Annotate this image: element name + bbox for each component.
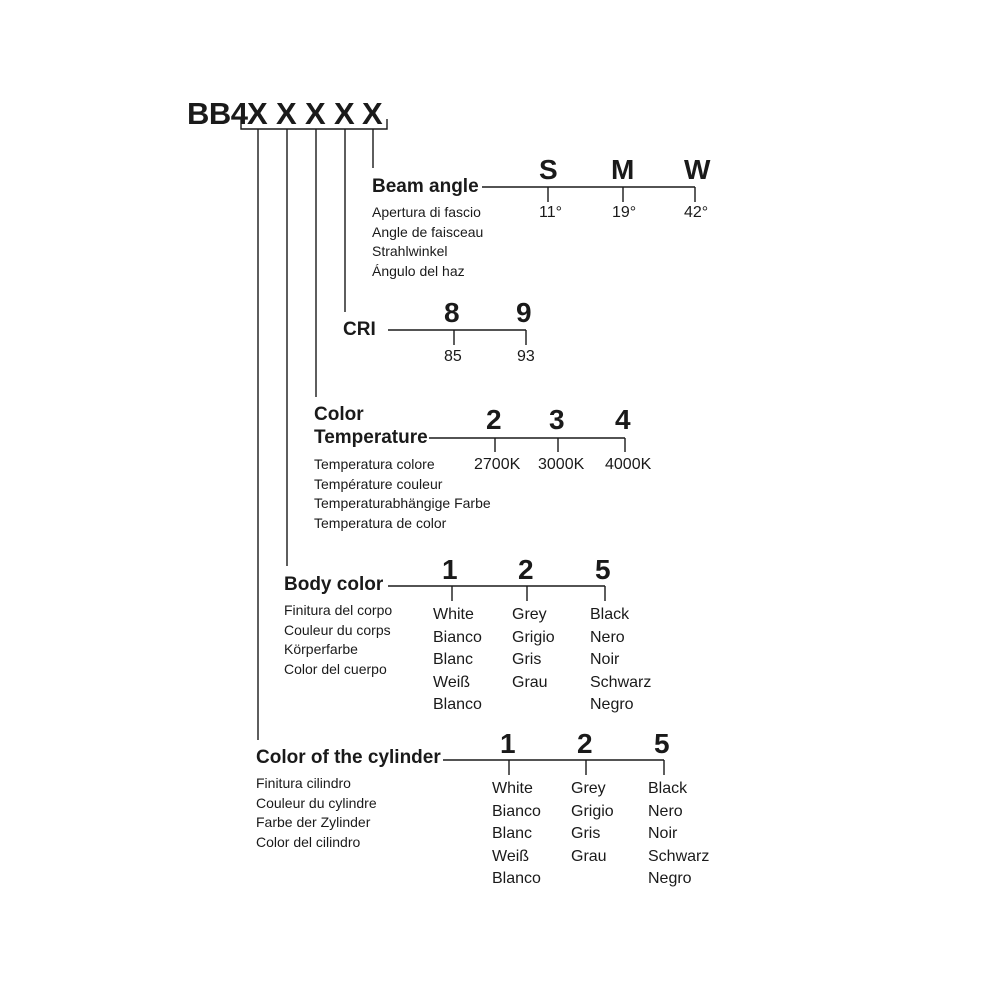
product-code-prefix: BB4	[187, 96, 248, 131]
cylinder-option-code: 5	[654, 728, 670, 759]
cylinder-option-values: Black Nero Noir Schwarz Negro	[648, 780, 710, 887]
beam-option-value: 42°	[684, 204, 709, 221]
temperature-option-code: 3	[549, 404, 565, 435]
beam-angle-title: Beam angle	[372, 176, 479, 197]
body-color-title: Body color	[284, 574, 384, 595]
cri-option-code: 9	[516, 297, 532, 328]
body-color-translations: Finitura del corpo Couleur du corps Körperfarbe Color del cuerpo	[284, 602, 393, 677]
cri-title: CRI	[343, 319, 376, 340]
cylinder-option-values: White Bianco Blanc Weiß Blanco	[492, 780, 541, 887]
beam-angle-translations: Apertura di fascio Angle de faisceau Strahlwinkel Ángulo del haz	[372, 204, 484, 279]
cylinder-color-title: Color of the cylinder	[256, 747, 441, 768]
body-option-values: White Bianco Blanc Weiß Blanco	[433, 606, 482, 713]
beam-option-code: M	[611, 154, 635, 185]
placeholder-cri: X	[334, 96, 355, 131]
cri-option-code: 8	[444, 297, 460, 328]
temperature-option-value: 3000K	[538, 456, 585, 473]
body-option-code: 5	[595, 554, 611, 585]
cylinder-color-translations: Finitura cilindro Couleur du cylindre Farbe der Zylinder Color del cilindro	[256, 775, 377, 850]
body-option-code: 1	[442, 554, 458, 585]
temperature-option-code: 4	[615, 404, 631, 435]
beam-option-value: 11°	[539, 204, 563, 221]
beam-option-code: S	[539, 154, 558, 185]
placeholder-body: X	[276, 96, 297, 131]
body-option-code: 2	[518, 554, 534, 585]
color-temperature-title: Color	[314, 404, 364, 425]
body-option-values: Black Nero Noir Schwarz Negro	[590, 606, 652, 713]
temperature-option-value: 4000K	[605, 456, 652, 473]
beam-option-value: 19°	[612, 204, 637, 221]
cylinder-option-code: 2	[577, 728, 593, 759]
cri-option-value: 85	[444, 348, 462, 365]
cylinder-option-values: Grey Grigio Gris Grau	[571, 780, 614, 865]
cylinder-option-code: 1	[500, 728, 516, 759]
cri-option-value: 93	[517, 348, 535, 365]
color-temperature-translations: Temperatura colore Température couleur Temperaturabhängige Farbe Temperatura de color	[314, 456, 491, 531]
color-temperature-title: Temperature	[314, 427, 428, 448]
beam-option-code: W	[684, 154, 711, 185]
placeholder-cylinder: X	[247, 96, 268, 131]
temperature-option-code: 2	[486, 404, 502, 435]
temperature-option-value: 2700K	[474, 456, 521, 473]
placeholder-temperature: X	[305, 96, 326, 131]
body-option-values: Grey Grigio Gris Grau	[512, 606, 555, 691]
placeholder-beam: X	[362, 96, 383, 131]
